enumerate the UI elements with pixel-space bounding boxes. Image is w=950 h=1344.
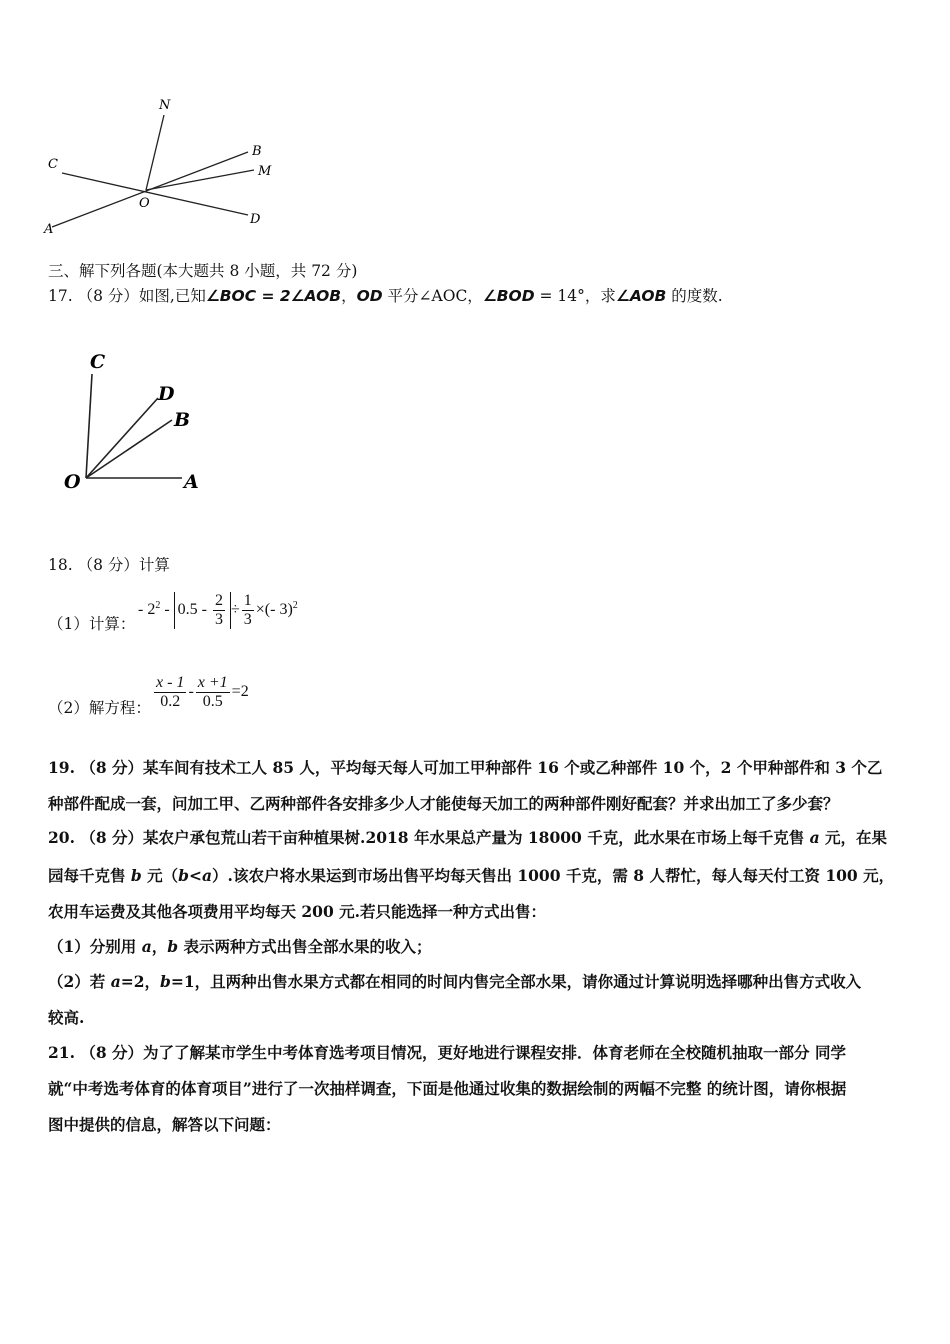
q17-end: 的度数.	[666, 287, 723, 305]
figure-angles-2	[60, 340, 220, 500]
line-cod	[62, 173, 248, 215]
q21-line-2: 就“中考选考体育的体育项目”进行了一次抽样调查，下面是他通过收集的数据绘制的两幅不完整 的统计图，请你根据	[48, 1079, 847, 1098]
label-o: O	[139, 196, 150, 211]
question-18-title: 18. （8 分）计算	[48, 556, 170, 574]
question-17	[48, 286, 723, 306]
label-n: N	[159, 98, 171, 113]
q19-line-1: 19. （8 分）某车间有技术工人 85 人，平均每天每人可加工甲种部件 16 个或乙种部件 10 个，2 个甲种部件和 3 个乙	[48, 758, 883, 777]
q17-expr-boc: ∠BOC = 2∠AOB	[205, 287, 342, 305]
figure-angles-1	[40, 95, 280, 240]
q17-mid: 平分∠AOC，	[382, 287, 483, 305]
q17-number: 17.	[48, 287, 73, 305]
q17-points: （8 分）	[77, 287, 139, 305]
q20-line-1: 20. （8 分）某农户承包荒山若干亩种植果树.2018 年水果总产量为 18000 千克，此水果在市场上每千克售 a 元，在果	[48, 828, 888, 847]
q17-eq: = 14°	[534, 287, 585, 305]
label-b: B	[252, 144, 262, 159]
q17-expr-bod: ∠BOD	[482, 287, 535, 305]
q18-part1-formula: - $2^2 - 0.5$ - $\frac{2}{3}$ ÷ $\frac{1}{3}$ ×(- 3)$^2$	[138, 592, 298, 628]
q18-part1-label: （1）计算：	[48, 615, 136, 633]
q17-expr-od: OD	[356, 287, 383, 305]
q17-prefix: 如图,已知	[138, 287, 206, 305]
q20-line-5: （2）若 a=2，b=1，且两种出售水果方式都在相同的时间内售完全部水果，请你通过计算说明选择哪种出售方式收入	[48, 972, 862, 991]
ray-ob	[86, 420, 172, 478]
section-heading: 三、解下列各题(本大题共 8 小题，共 72 分)	[48, 262, 358, 280]
q20-line-6: 较高.	[48, 1008, 85, 1027]
q17-suffix: ，求	[584, 287, 616, 305]
ray-oc	[86, 374, 92, 478]
label-m: M	[258, 164, 272, 179]
q18-part2-label: （2）解方程：	[48, 699, 151, 717]
q20-line-3: 农用车运费及其他各项费用平均每天 200 元.若只能选择一种方式出售：	[48, 902, 547, 921]
ray-on	[146, 115, 164, 190]
q18-part2-formula: $\frac{x - 1}{0.2}$ - $\frac{x +1}{0.5}$ =2	[156, 674, 249, 710]
abs-value: 0.5 - $\frac{2}{3}$	[174, 592, 231, 629]
q19-line-2: 种部件配成一套，问加工甲、乙两种部件各安排多少人才能使每天加工的两种部件刚好配套？并求出加工了多少套？	[48, 794, 839, 813]
label-c: C	[48, 157, 58, 172]
label-o2: O	[64, 471, 81, 493]
label-a: A	[44, 222, 54, 237]
q21-line-1: 21. （8 分）为了了解某市学生中考体育选考项目情况，更好地进行课程安排．体育老师在全校随机抽取一部分 同学	[48, 1043, 846, 1062]
label-a2: A	[184, 471, 199, 493]
q17-expr-aob: ∠AOB	[615, 287, 667, 305]
ray-od	[86, 398, 158, 478]
ray-om	[146, 170, 254, 190]
q20-line-2: 园每千克售 b 元（b<a）.该农户将水果运到市场出售平均每天售出 1000 千克，需 8 人帮忙，每人每天付工资 100 元，	[48, 866, 895, 885]
label-c2: C	[90, 351, 106, 373]
q21-line-3: 图中提供的信息，解答以下问题：	[48, 1115, 281, 1134]
label-b2: B	[174, 409, 191, 431]
q17-comma: ，	[341, 287, 357, 305]
label-d2: D	[158, 383, 175, 405]
label-d: D	[250, 212, 261, 227]
q20-line-4: （1）分别用 a，b 表示两种方式出售全部水果的收入；	[48, 937, 432, 956]
